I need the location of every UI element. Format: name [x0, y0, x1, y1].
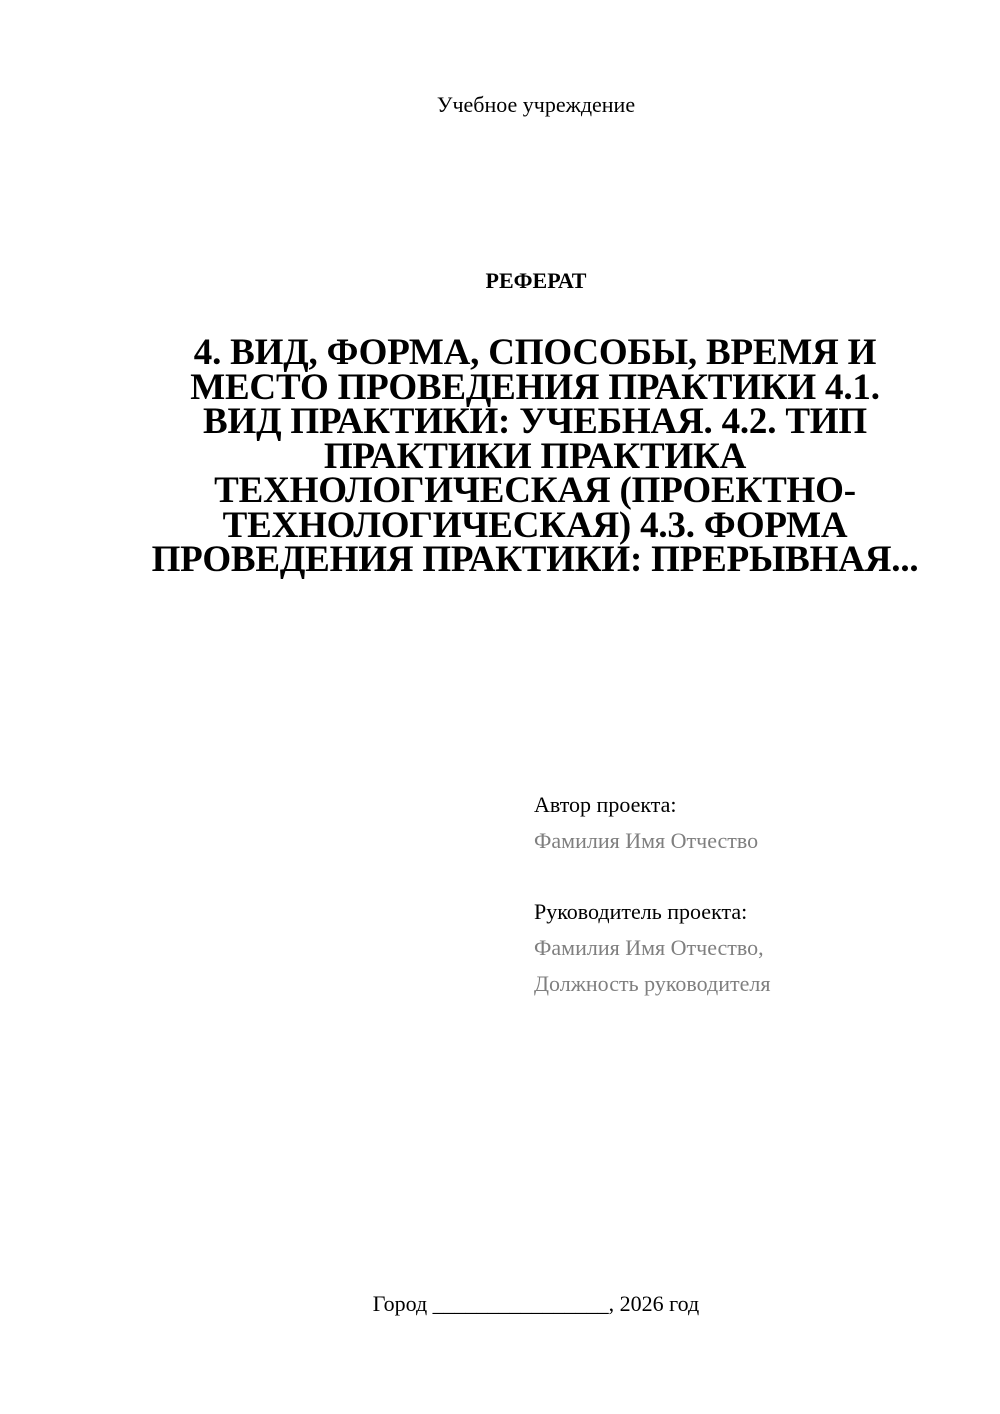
supervisor-name: Фамилия Имя Отчество,	[534, 935, 764, 960]
document-title: 4. ВИД, ФОРМА, СПОСОБЫ, ВРЕМЯ И МЕСТО ПРОВЕДЕНИЯ ПРАКТИКИ 4.1. ВИД ПРАКТИКИ: УЧЕБНАЯ. 4.2. ТИП ПРАКТИКИ ПРАКТИКА ТЕХНОЛОГИЧЕСКАЯ (ПРОЕКТНО-ТЕХНОЛОГИЧЕСКАЯ) 4.3. ФОРМА ПРОВЕДЕНИЯ ПРАКТИКИ: ПРЕРЫВНАЯ...	[151, 332, 919, 580]
city-year-line: Город ________________, 2026 год	[372, 1291, 700, 1316]
institution-name: Учебное учреждение	[436, 92, 636, 117]
document-type: РЕФЕРАТ	[485, 268, 587, 293]
supervisor-block	[534, 894, 974, 1002]
author-label: Автор проекта:	[534, 792, 677, 817]
supervisor-position: Должность руководителя	[534, 971, 771, 996]
author-block	[534, 787, 974, 859]
author-name: Фамилия Имя Отчество	[534, 828, 759, 853]
supervisor-label: Руководитель проекта:	[534, 899, 748, 924]
